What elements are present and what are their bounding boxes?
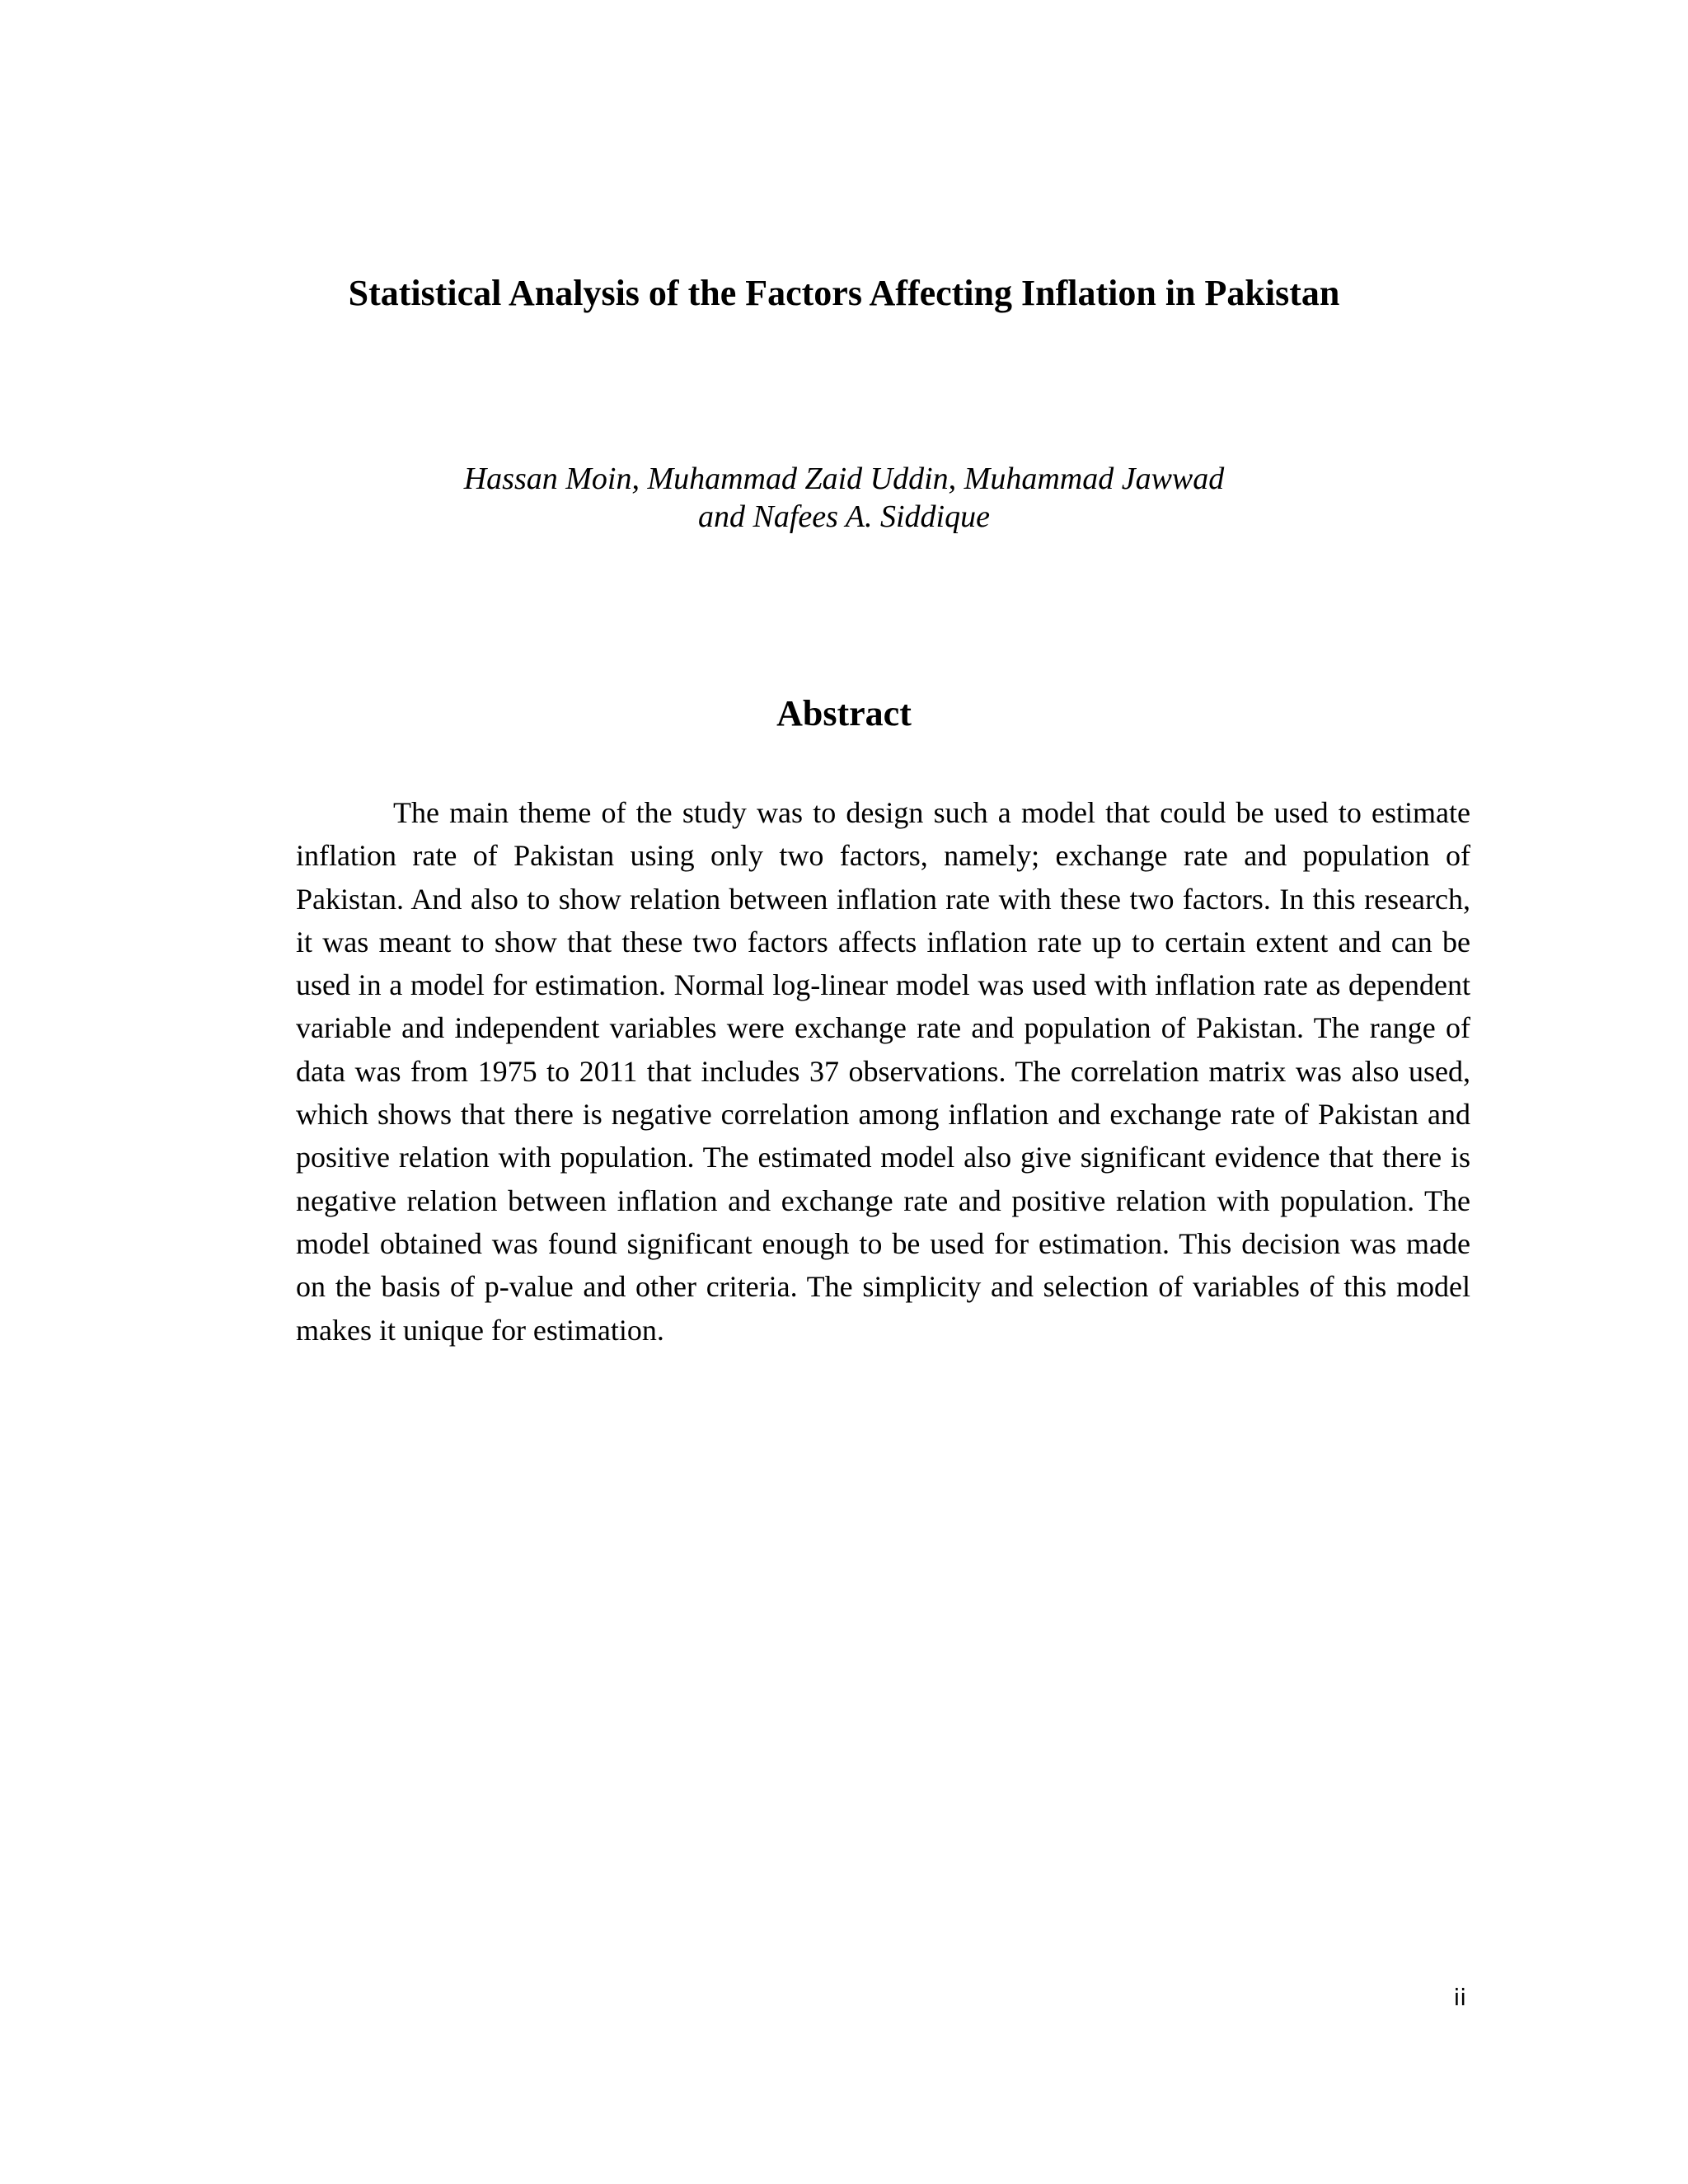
author-line-2: and Nafees A. Siddique bbox=[698, 499, 990, 534]
abstract-body: The main theme of the study was to design such a model that could be used to estimate inflation rate of Pakistan using only two factors, namely; exchange rate and population of Pakistan. And also to show relation between inflation rate with these two factors. In this research, it was meant to show that these two factors affects inflation rate up to certain extent and can be used in a model for estimation. Normal log-linear model was used with inflation rate as dependent variable and independent variables were exchange rate and population of Pakistan. The range of data was from 1975 to 2011 that includes 37 observations. The correlation matrix was also used, which shows that there is negative correlation among inflation and exchange rate of Pakistan and positive relation with population. The estimated model also give significant evidence that there is negative relation between inflation and exchange rate and positive relation with population. The model obtained was found significant enough to be used for estimation. This decision was made on the basis of p-value and other criteria. The simplicity and selection of variables of this model makes it unique for estimation. bbox=[296, 796, 1470, 1347]
page-number: ii bbox=[1453, 1984, 1466, 2011]
author-list bbox=[0, 460, 1688, 536]
author-line-1: Hassan Moin, Muhammad Zaid Uddin, Muhammad Jawwad bbox=[463, 462, 1225, 496]
abstract-heading: Abstract bbox=[776, 693, 912, 733]
paper-title: Statistical Analysis of the Factors Affecting Inflation in Pakistan bbox=[348, 273, 1340, 313]
